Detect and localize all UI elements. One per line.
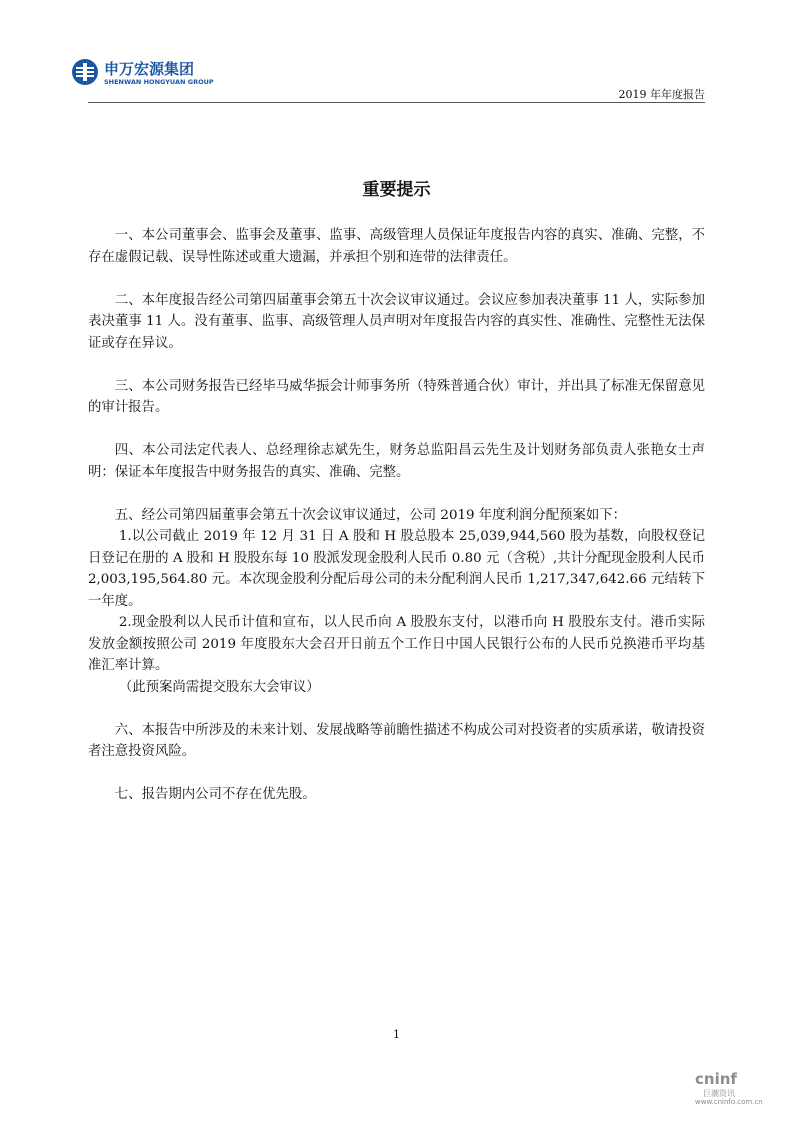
paragraph-3: 三、本公司财务报告已经毕马威华振会计师事务所（特殊普通合伙）审计，并出具了标准无保留意见的审计报告。: [88, 378, 705, 415]
cninfo-watermark: [695, 1070, 765, 1110]
page-number: 1: [393, 1028, 400, 1041]
paragraph-7: 七、报告期内公司不存在优先股。: [114, 787, 316, 802]
watermark-brand: cninf: [695, 1070, 737, 1088]
report-label: 2019 年年度报告: [618, 88, 705, 101]
paragraph-4: 四、本公司法定代表人、总经理徐志斌先生，财务总监阳昌云先生及计划财务部负责人张艳女士声明：保证本年度报告中财务报告的真实、准确、完整。: [88, 443, 705, 480]
shenwan-logo-icon: [70, 57, 100, 87]
watermark-url: www.cninfo.com.cn: [695, 1098, 763, 1106]
paragraph-5-item-2: 2.现金股利以人民币计值和宣布，以人民币向 A 股股东支付，以港币向 H 股股东支付。港币实际发放金额按照公司 2019 年度股东大会召开日前五个工作日中国人民银行公布的人民币兑换港币平均基准汇率计算。: [88, 615, 705, 673]
company-logo: [70, 57, 220, 97]
logo-text-cn: 申万宏源集团: [104, 60, 195, 78]
paragraph-5-intro: 五、经公司第四届董事会第五十次会议审议通过，公司 2019 年度利润分配预案如下：: [114, 507, 627, 523]
logo-text-en: SHENWAN HONGYUAN GROUP: [104, 78, 214, 86]
watermark-cn: 巨潮资讯: [703, 1089, 735, 1098]
paragraph-1: 一、本公司董事会、监事会及董事、监事、高级管理人员保证年度报告内容的真实、准确、完整，不存在虚假记载、误导性陈述或重大遗漏，并承担个别和连带的法律责任。: [88, 228, 705, 265]
paragraph-5-note: （此预案尚需提交股东大会审议）: [118, 679, 320, 695]
header-divider: [88, 102, 705, 103]
paragraph-5-item-1: 1.以公司截止 2019 年 12 月 31 日 A 股和 H 股总股本 25,039,944,560 股为基数，向股权登记日登记在册的 A 股和 H 股股东每 10 股派发现金股利人民币 0.80 元（含税）,共计分配现金股利人民币 2,003,195,564.80 元。本次现金股利分配后母公司的未分配利润人民币 1,217,347,642.66 元结转下一年度。: [88, 529, 705, 609]
paragraph-6: 六、本报告中所涉及的未来计划、发展战略等前瞻性描述不构成公司对投资者的实质承诺，敬请投资者注意投资风险。: [88, 722, 705, 759]
page-title: 重要提示: [362, 180, 431, 200]
paragraph-2: 二、本年度报告经公司第四届董事会第五十次会议审议通过。会议应参加表决董事 11 人，实际参加表决董事 11 人。没有董事、监事、高级管理人员声明对年度报告内容的真实性、准确性、完整性无法保证或存在异议。: [88, 292, 705, 351]
document-body: [88, 225, 705, 827]
